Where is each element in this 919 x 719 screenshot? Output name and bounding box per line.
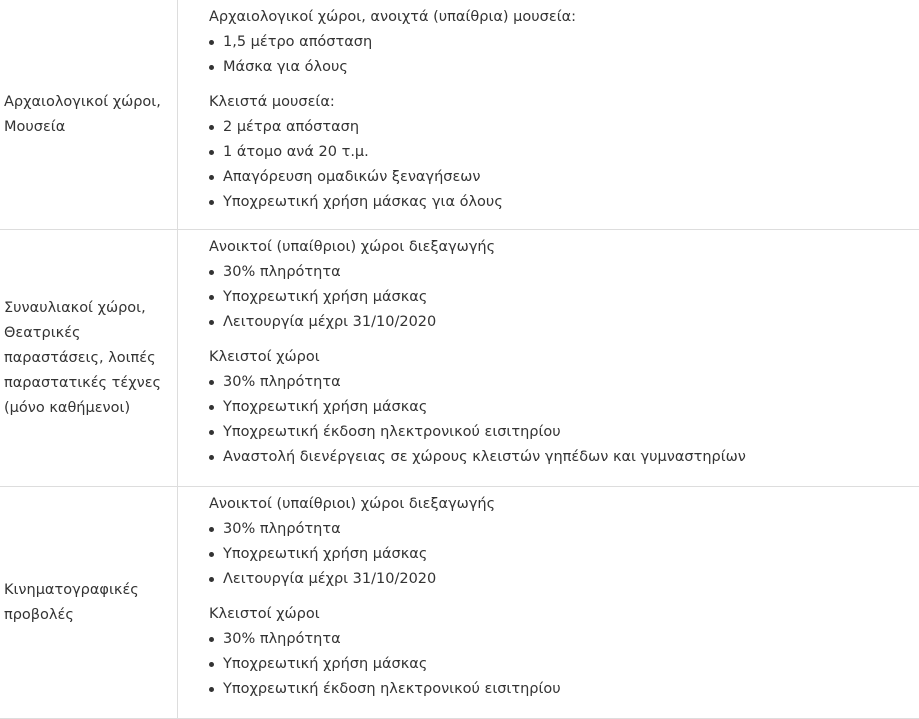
list-item: Υποχρεωτική έκδοση ηλεκτρονικού εισιτηρίου [209, 677, 919, 702]
category-label: Συναυλιακοί χώροι, Θεατρικές παραστάσεις, λοιπές παραστατικές τέχνες (μόνο καθήμενοι) [4, 299, 162, 416]
rule-list [209, 260, 919, 335]
table-row [0, 230, 919, 487]
rules-cell [178, 0, 919, 229]
list-item: Υποχρεωτική χρήση μάσκας [209, 542, 919, 567]
rule-group [209, 90, 919, 215]
list-item: 30% πληρότητα [209, 517, 919, 542]
category-label: Αρχαιολογικοί χώροι, Μουσεία [4, 93, 161, 135]
category-cell [0, 487, 178, 718]
rule-group [209, 345, 919, 470]
rule-list [209, 115, 919, 215]
list-item: 1 άτομο ανά 20 τ.μ. [209, 140, 919, 165]
group-title: Αρχαιολογικοί χώροι, ανοιχτά (υπαίθρια) μουσεία: [209, 9, 577, 25]
list-item: Μάσκα για όλους [209, 55, 919, 80]
list-item: Λειτουργία μέχρι 31/10/2020 [209, 567, 919, 592]
list-item: 1,5 μέτρο απόσταση [209, 30, 919, 55]
rules-cell [178, 230, 919, 486]
list-item: Υποχρεωτική χρήση μάσκας [209, 652, 919, 677]
list-item: 30% πληρότητα [209, 260, 919, 285]
list-item: Υποχρεωτική χρήση μάσκας για όλους [209, 190, 919, 215]
group-title: Κλειστοί χώροι [209, 606, 320, 622]
group-title: Ανοικτοί (υπαίθριοι) χώροι διεξαγωγής [209, 496, 496, 512]
list-item: 30% πληρότητα [209, 627, 919, 652]
rule-group [209, 492, 919, 592]
rule-group [209, 602, 919, 702]
list-item: 2 μέτρα απόσταση [209, 115, 919, 140]
category-label: Κινηματογραφικές προβολές [4, 581, 139, 623]
rule-list [209, 517, 919, 592]
list-item: Αναστολή διενέργειας σε χώρους κλειστών γηπέδων και γυμναστηρίων [209, 445, 919, 470]
group-title: Ανοικτοί (υπαίθριοι) χώροι διεξαγωγής [209, 239, 496, 255]
table-row [0, 487, 919, 719]
list-item: Απαγόρευση ομαδικών ξεναγήσεων [209, 165, 919, 190]
list-item: Λειτουργία μέχρι 31/10/2020 [209, 310, 919, 335]
list-item: Υποχρεωτική έκδοση ηλεκτρονικού εισιτηρίου [209, 420, 919, 445]
rule-list [209, 370, 919, 470]
group-title: Κλειστά μουσεία: [209, 94, 335, 110]
group-title: Κλειστοί χώροι [209, 349, 320, 365]
rule-list [209, 627, 919, 702]
list-item: Υποχρεωτική χρήση μάσκας [209, 285, 919, 310]
table-row [0, 0, 919, 230]
category-cell [0, 230, 178, 486]
category-cell [0, 0, 178, 229]
rule-list [209, 30, 919, 80]
rule-group [209, 235, 919, 335]
rule-group [209, 5, 919, 80]
list-item: 30% πληρότητα [209, 370, 919, 395]
list-item: Υποχρεωτική χρήση μάσκας [209, 395, 919, 420]
rules-cell [178, 487, 919, 718]
